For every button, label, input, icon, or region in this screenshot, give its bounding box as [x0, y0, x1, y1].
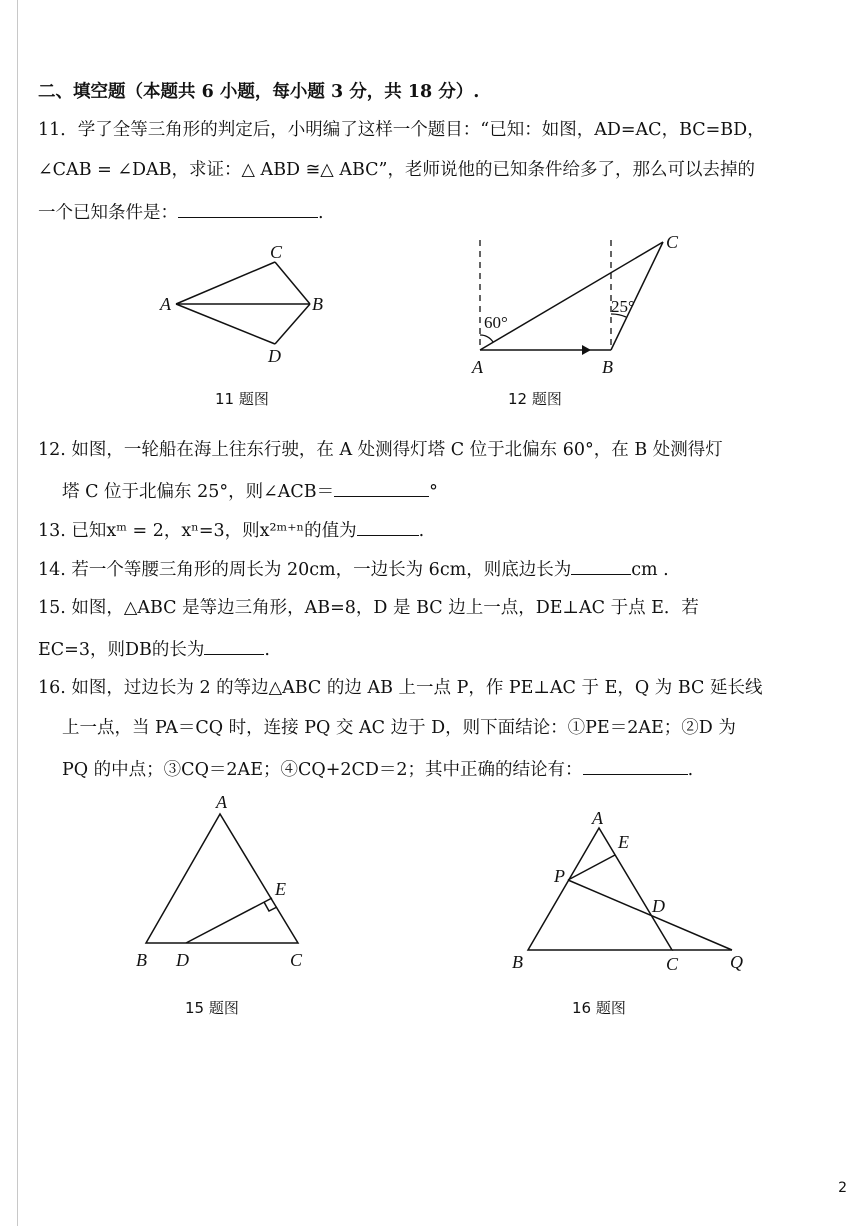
fig15-label-a: A [216, 792, 227, 812]
q16-line1: 16. 如图，过边长为 2 的等边△ABC 的边 AB 上一点 P，作 PE⊥AC 于 E，Q 为 BC 延长线 [38, 678, 763, 698]
q14-line [38, 556, 669, 582]
fig11-label-d: D [268, 346, 281, 366]
fig12-label-a: A [472, 357, 483, 377]
section-title: 二、填空题（本题共 6 小题，每小题 3 分，共 18 分）. [38, 82, 480, 102]
figure-16 [500, 800, 760, 980]
fig12-angle-60: 60° [484, 313, 508, 332]
q16-line3 [62, 756, 693, 782]
fig16-label-e: E [618, 832, 629, 852]
q11-answer-blank[interactable] [178, 199, 318, 218]
q15-line2-end: . [264, 640, 270, 660]
fig11-label-b: B [312, 294, 323, 314]
q13-end: . [418, 521, 425, 541]
fig16-label-q: Q [730, 952, 743, 972]
q16-answer-blank[interactable] [583, 756, 688, 775]
q14-text: 14. 若一个等腰三角形的周长为 20cm，一边长为 6cm，则底边长为 [38, 560, 572, 580]
q13-text: 13. 已知xᵐ = 2，xⁿ=3，则x²ᵐ⁺ⁿ的值为 [38, 521, 357, 541]
q11-line3-text: 一个已知条件是： [38, 203, 178, 223]
q16-line3-end: . [687, 760, 694, 780]
fig16-label-c: C [666, 954, 679, 974]
fig15-label-c: C [290, 950, 303, 970]
fig12-angle-25: 25° [611, 297, 635, 316]
fig16-label-b: B [512, 952, 523, 972]
q15-line2-text: EC=3，则DB的长为 [38, 640, 205, 660]
fig11-label-a: A [160, 294, 171, 314]
q12-line1: 12. 如图，一轮船在海上往东行驶，在 A 处测得灯塔 C 位于北偏东 60°，在 B 处测得灯 [38, 440, 723, 460]
fig15-label-d: D [176, 950, 189, 970]
fig12-caption: 12 题图 [508, 390, 562, 408]
q11-line1: 11．学了全等三角形的判定后，小明编了这样一个题目：“已知：如图，AD=AC，BC=BD， [38, 120, 765, 140]
fig15-label-e: E [275, 879, 286, 899]
figure-15 [130, 790, 330, 980]
page-number: 2 [838, 1180, 847, 1196]
fig12-label-b: B [602, 357, 613, 377]
figure-11 [150, 240, 340, 370]
figure-12 [460, 230, 700, 380]
q12-answer-blank[interactable] [334, 478, 429, 497]
q15-answer-blank[interactable] [204, 636, 264, 655]
fig16-label-a: A [592, 808, 603, 828]
fig16-label-p: P [554, 866, 565, 886]
q15-line2 [38, 636, 270, 662]
fig15-label-b: B [136, 950, 147, 970]
q12-line2-end: ° [429, 482, 438, 502]
fig11-label-c: C [270, 242, 283, 262]
q11-line2: ∠CAB = ∠DAB，求证：△ ABD ≅△ ABC”，老师说他的已知条件给多了，那么可以去掉的 [38, 160, 755, 180]
fig15-caption: 15 题图 [185, 999, 239, 1017]
q13-line [38, 517, 424, 543]
fig11-caption: 11 题图 [215, 390, 269, 408]
fig12-label-c: C [666, 232, 679, 252]
q11-line3-end: . [318, 203, 324, 223]
q16-line3-text: PQ 的中点；③CQ＝2AE；④CQ+2CD＝2；其中正确的结论有： [62, 760, 583, 780]
q12-line2-text: 塔 C 位于北偏东 25°，则∠ACB＝ [62, 482, 335, 502]
q12-line2 [62, 478, 438, 504]
q14-end: cm . [631, 560, 669, 580]
q16-line2: 上一点，当 PA＝CQ 时，连接 PQ 交 AC 边于 D，则下面结论：①PE＝2AE；②D 为 [62, 718, 736, 738]
fig16-caption: 16 题图 [572, 999, 626, 1017]
fig16-label-d: D [652, 896, 665, 916]
q14-answer-blank[interactable] [571, 556, 631, 575]
q11-line3 [38, 199, 324, 225]
q13-answer-blank[interactable] [357, 517, 419, 536]
q15-line1: 15. 如图，△ABC 是等边三角形，AB=8，D 是 BC 边上一点，DE⊥AC 于点 E．若 [38, 598, 699, 618]
page-margin-line [17, 0, 18, 1226]
